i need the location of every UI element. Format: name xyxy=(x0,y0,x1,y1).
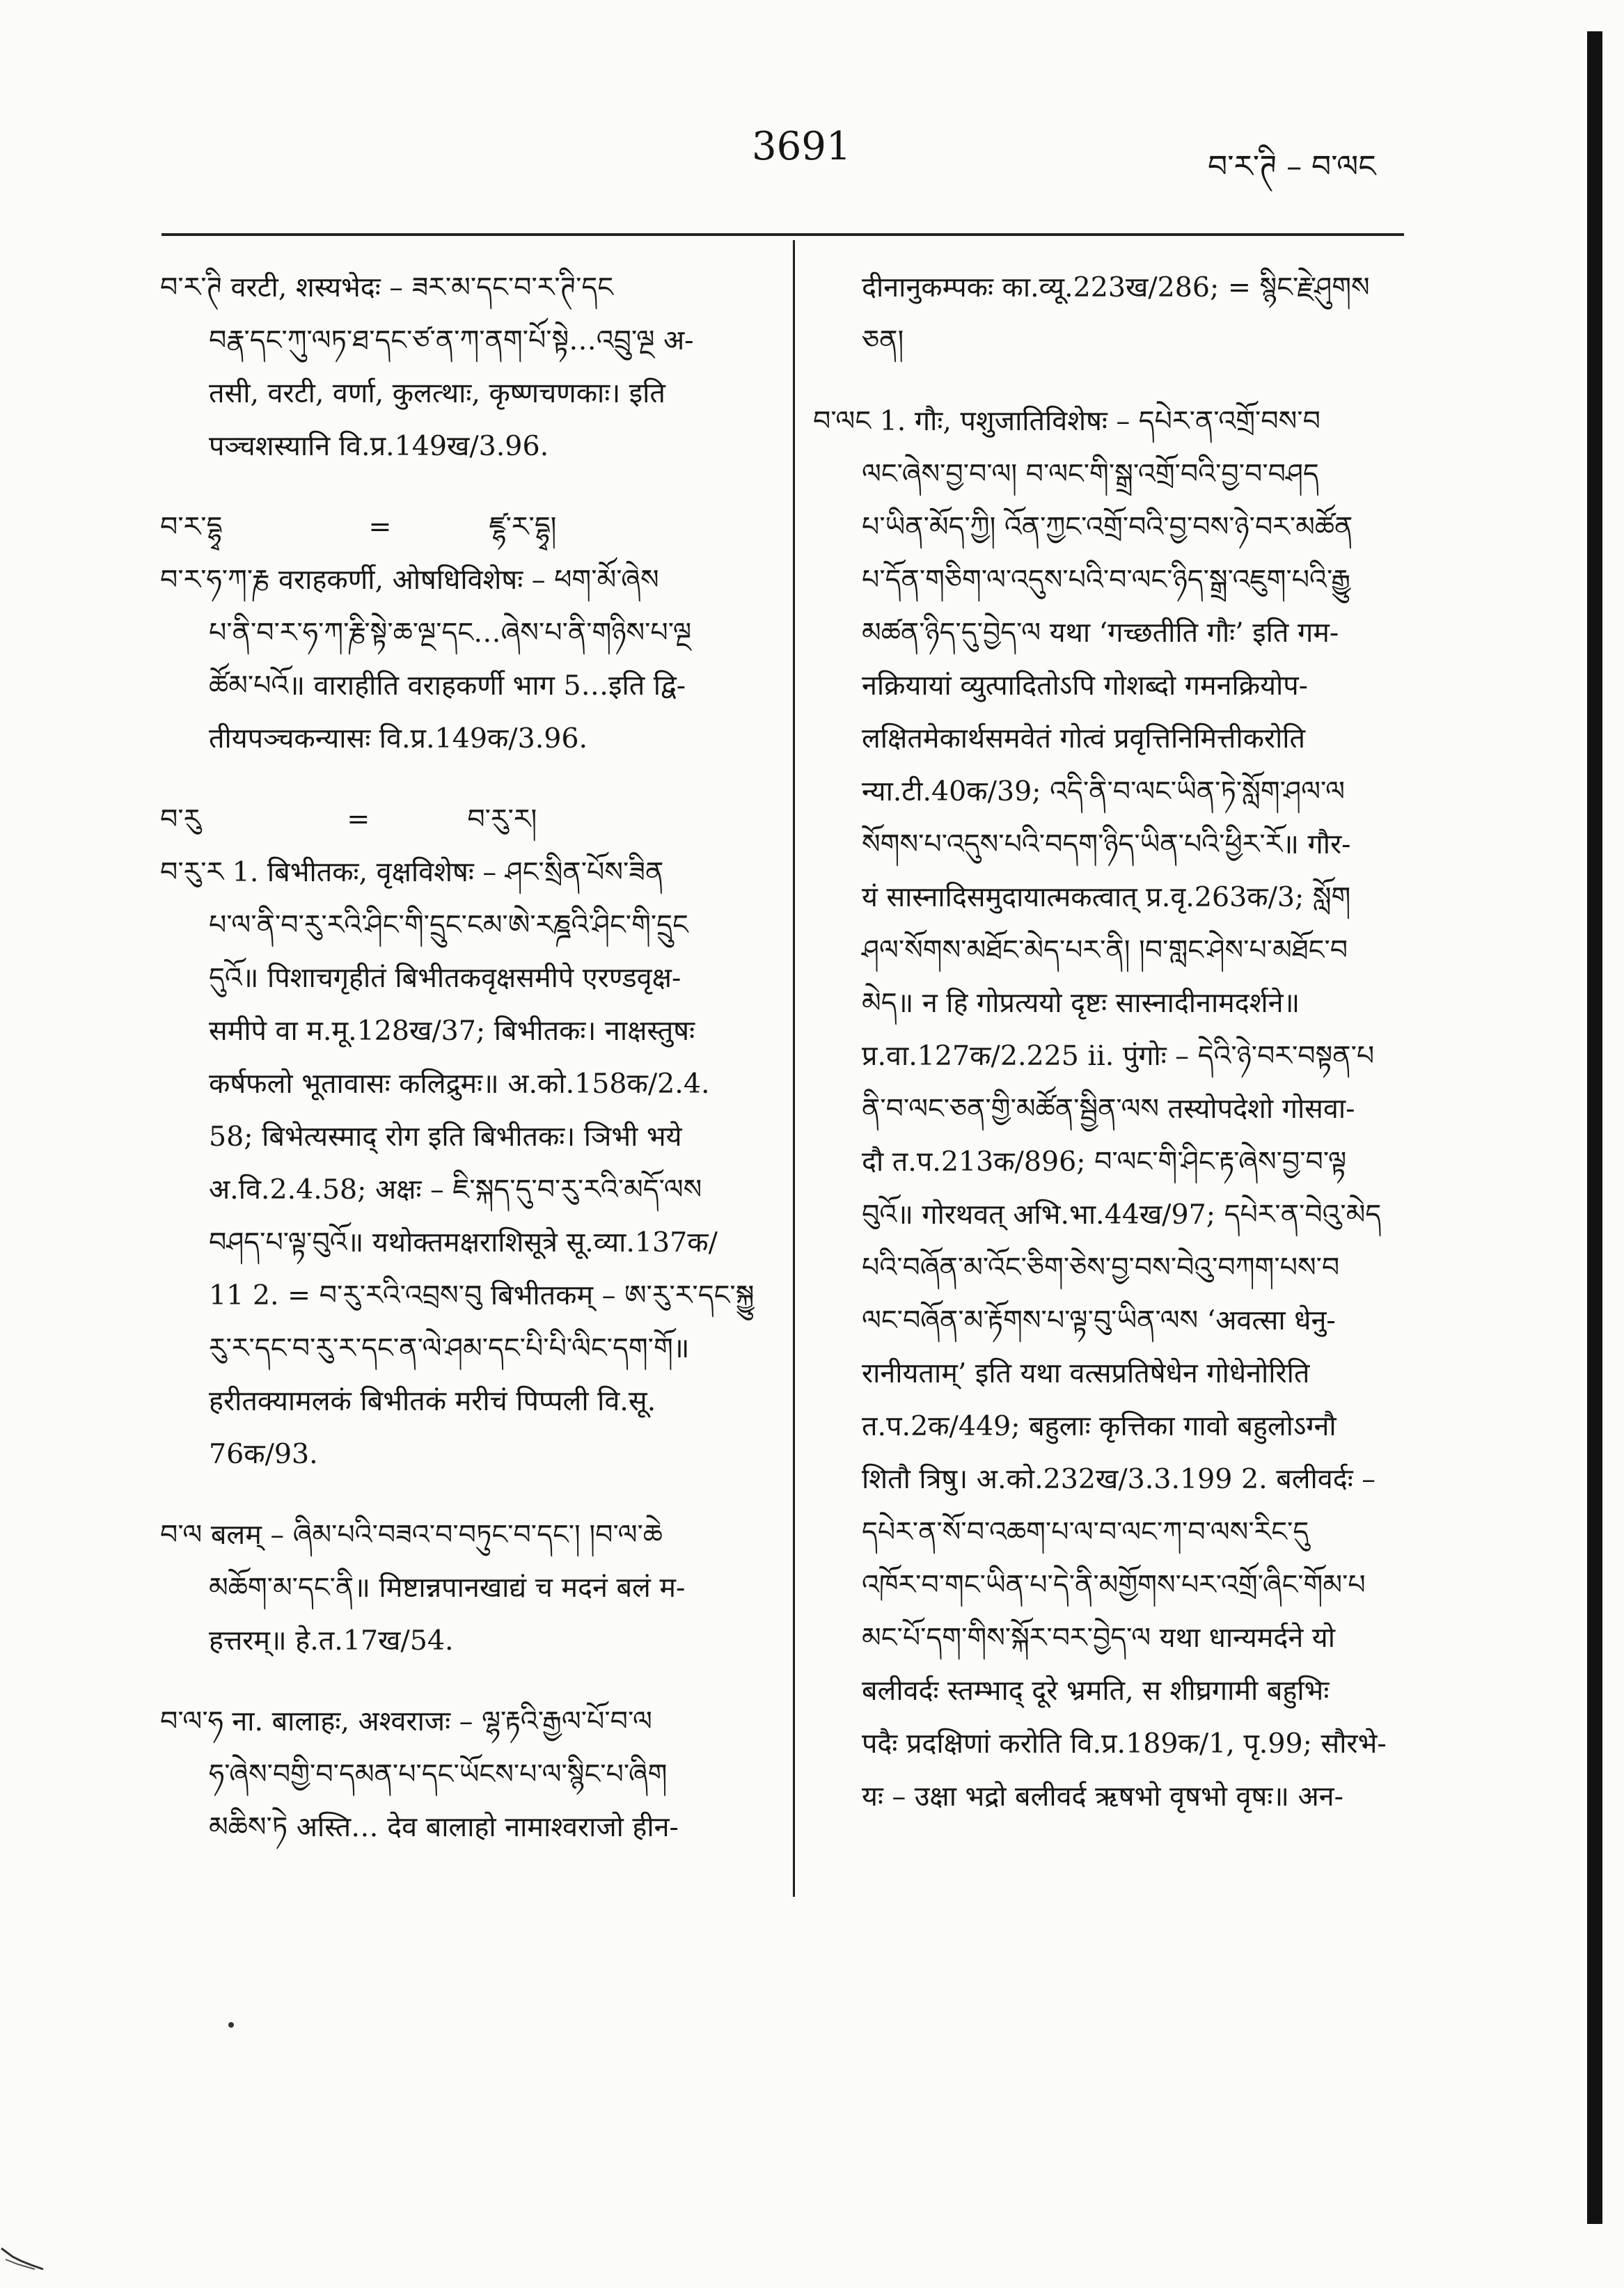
entry-line: ལང་བཞོན་མ་རྟོགས་པ་ལྟ་བུ་ཡིན་ལས ‘अवत्सा धेनु- xyxy=(862,1304,1336,1336)
entry-line: 11 2. = བ་རུ་རའི་འབྲས་བུ बिभीतकम् – ཨ་རུ་ར་དང་སྐྱུ xyxy=(209,1279,755,1311)
entry-line: तसी, वरटी, वर्णा, कुलत्थाः, कृष्णचणकाः। इति xyxy=(209,377,665,409)
entry-line: ལང་ཞེས་བྱ་བ་ལ། བ་ལང་གི་སྒྲ་འགྲོ་བའི་བྱ་བ་བཤད xyxy=(862,458,1319,490)
entry-line: पञ्चशस्यानि वि.प्र.149ख/3.96. xyxy=(209,430,549,462)
entry-line: བ་ར་ཧ་ཀ་རྞ वराहकर्णी, ओषधिविशेषः – ཕག་མོ་ཞེས xyxy=(160,564,659,596)
entry-line: समीपे वा म.मू.128ख/37; बिभीतकः। नाक्षस्तुषः xyxy=(209,1015,695,1047)
page-edge-bar xyxy=(1587,31,1602,2224)
page-number: 3691 xyxy=(752,124,851,169)
entry-line: བ་ལ बलम् – ཞིམ་པའི་བཟའ་བ་བཏུང་བ་དང་། །བ་ལ་ཆེ xyxy=(160,1519,663,1551)
dictionary-entry xyxy=(160,1695,766,1854)
entry-line: མང་པོ་དག་གིས་སྐོར་བར་བྱེད་ལ यथा धान्यमर्दने यो xyxy=(862,1622,1335,1654)
entry-line: प्र.वा.127क/2.225 ii. पुंगोः – དེའི་ཉེ་བར་བསྟན་པ xyxy=(862,1040,1375,1072)
entry-line: བཤད་པ་ལྟ་བུའོ॥ यथोक्तमक्षराशिसूत्रे सू.व्या.137क/ xyxy=(209,1226,718,1259)
entry-line: དཔེར་ན་སོ་བ་འཆག་པ་ལ་བ་ལང་ཀ་བ་ལས་རིང་དུ xyxy=(862,1516,1309,1548)
entry-line: त.प.2क/449; बहुलाः कृत्तिका गावो बहुलोऽग्नौ xyxy=(862,1410,1337,1442)
dictionary-entry xyxy=(160,261,766,473)
entry-line: པ་དོན་གཅིག་ལ་འདུས་པའི་བ་ལང་ཉིད་སྒྲ་འཇུག་པའི་རྒྱུ xyxy=(862,564,1351,596)
entry-line: लक्षितमेकार्थसमवेतं गोत्वं प्रवृत्तिनिमित्तीकरोति xyxy=(862,723,1306,755)
entry-line: 76क/93. xyxy=(209,1438,318,1470)
entry-line: མཆིས་ཏེ अस्ति… देव बालाहो नामाश्वराजो हीन- xyxy=(209,1811,679,1843)
entry-line: पदैः प्रदक्षिणां करोति वि.प्र.189क/1, पृ.99; सौरभे- xyxy=(862,1728,1387,1760)
entry-line: ཚོམ་པའོ॥ वाराहीति वराहकर्णी भाग 5…इति द्वि- xyxy=(209,670,686,702)
entry-line: दीनानुकम्पकः का.व्यू.223ख/286; = སྙིང་རྗེ་ཤུགས xyxy=(862,271,1370,303)
stray-dot xyxy=(228,2022,234,2028)
equals-sign: = xyxy=(368,511,392,543)
reference-target: ཛྷ་ར་དྷྭ། xyxy=(489,511,557,543)
dictionary-entry xyxy=(160,846,766,1481)
entry-line: नक्रियायां व्युत्पादितोऽपि गोशब्दो गमनक्रियोप- xyxy=(862,670,1309,702)
entry-line: हरीतक्यामलकं बिभीतकं मरीचं पिप्पली वि.सू. xyxy=(209,1385,656,1417)
entry-line: ཤལ་སོགས་མཐོང་མེད་པར་ནི། །བ་གླང་ཤེས་པ་མཐོང་བ xyxy=(862,934,1348,966)
entry-line: དུའོ॥ पिशाचगृहीतं बिभीतकवृक्षसमीपे एरण्डवृक्ष- xyxy=(209,962,681,994)
equals-sign: = xyxy=(347,803,370,835)
entry-line: མཚན་ཉིད་དུ་བྱེད་ལ यथा ‘गच्छतीति गौः’ इति गम- xyxy=(862,617,1339,649)
header-rule xyxy=(161,233,1404,236)
entry-line: शितौ त्रिषु। अ.को.232ख/3.3.199 2. बलीवर्दः – xyxy=(862,1463,1376,1495)
continued-entry xyxy=(813,261,1406,367)
entry-line: न्या.टी.40क/39; འདི་ནི་བ་ལང་ཡིན་ཏེ་སློག་ཤལ་ལ xyxy=(862,775,1346,807)
dictionary-entry xyxy=(160,1508,766,1667)
entry-line: བ་ལ་ཧ ना. बालाहः, अश्वराजः – ལྷ་རྟའི་རྒྱལ་པོ་བ་ལ xyxy=(160,1705,652,1737)
entry-line: अ.वि.2.4.58; अक्षः – ཇི་སྐད་དུ་བ་རུ་རའི་མདོ་ལས xyxy=(209,1174,702,1206)
entry-line: པ་ཡིན་མོད་ཀྱི། འོན་ཀྱང་འགྲོ་བའི་བྱ་བས་ཉེ་བར་མཚོན xyxy=(862,511,1353,543)
entry-line: འཁོར་བ་གང་ཡིན་པ་དེ་ནི་མགྱོགས་པར་འགྲོ་ཞིང་གོམ་པ xyxy=(862,1569,1366,1601)
entry-line: 58; बिभेत्यस्माद् रोग इति बिभीतकः। ञिभी भये xyxy=(209,1121,682,1153)
entry-line: यः – उक्षा भद्रो बलीवर्द ऋषभो वृषभो वृषः॥ अन- xyxy=(862,1781,1343,1813)
entry-line: མེད॥ न हि गोप्रत्ययो दृष्टः सास्नादीनामदर्शने॥ xyxy=(862,987,1300,1019)
entry-line: པ་ནི་བ་ར་ཧ་ཀ་རྞི་སྟེ་ཆ་ལྔ་དང…ཞེས་པ་ནི་གཉིས་པ་ལྔ xyxy=(209,617,692,649)
entry-line: रानीयताम्’ इति यथा वत्सप्रतिषेधेन गोधेनोरिति xyxy=(862,1357,1310,1389)
dictionary-entry xyxy=(160,553,766,765)
entry-line: མཆོག་མ་དང་ནི॥ मिष्टान्नपानखाद्यं च मदनं बलं म- xyxy=(209,1572,686,1604)
running-head: བ་ར་ཊི – བ་ལང xyxy=(1208,149,1376,184)
headword: བ་རུ xyxy=(160,803,201,835)
column-divider xyxy=(793,240,795,1897)
cross-reference-entry xyxy=(160,500,766,553)
dictionary-entry xyxy=(813,395,1406,1823)
entry-line: པ་ལ་ནི་བ་རུ་རའི་ཤིང་གི་དྲུང་ངམ་ཨེ་རཎྜའི་ཤིང་གི་དྲུང xyxy=(209,909,688,941)
right-column xyxy=(813,261,1406,1851)
entry-line: तीयपञ्चकन्यासः वि.प्र.149क/3.96. xyxy=(209,723,588,755)
entry-line: ཧ་ཞེས་བགྱི་བ་དམན་པ་དང་ཡོངས་པ་ལ་སྙིང་པ་ཞིག xyxy=(209,1758,668,1790)
entry-line: སོགས་པ་འདུས་པའི་བདག་ཉིད་ཡིན་པའི་ཕྱིར་རོ॥ गौर- xyxy=(862,828,1351,860)
entry-line: कर्षफलो भूतावासः कलिद्रुमः॥ अ.को.158क/2.4. xyxy=(209,1068,710,1100)
entry-line: བ་ར་ཊི वरटी, शस्यभेदः – ཟར་མ་དང་བ་ར་ཊི་དང xyxy=(160,271,614,303)
corner-scribble xyxy=(0,2241,49,2273)
entry-line: བ་ལང 1. गौः, पशुजातिविशेषः – དཔེར་ན་འགྲོ་བས་བ xyxy=(813,405,1321,437)
entry-line: दौ त.प.213क/896; བ་ལང་གི་ཤིང་རྟ་ཞེས་བྱ་བ་ལྟ xyxy=(862,1146,1347,1178)
entry-line: हत्तरम्॥ हे.त.17ख/54. xyxy=(209,1625,454,1657)
entry-line: ནི་བ་ལང་ཅན་གྱི་མཚོན་སྦྱིན་ལས तस्योपदेशो गोसवा- xyxy=(862,1093,1355,1125)
entry-line: ཅན། xyxy=(862,324,904,356)
cross-reference-entry xyxy=(160,793,766,846)
left-column xyxy=(160,261,766,1881)
entry-line: यं सास्नादिसमुदायात्मकत्वात् प्र.वृ.263क/3; སློག xyxy=(862,881,1351,913)
reference-target: བ་རུ་ར། xyxy=(467,803,537,835)
entry-line: बलीवर्दः स्तम्भाद् दूरे भ्रमति, स शीघ्रगामी बहुभिः xyxy=(862,1675,1330,1707)
entry-line: བརྣ་དང་ཀུ་ལཏ་ཐ་དང་ཙ་ན་ཀ་ནག་པོ་སྟེ…འབྲུ་ལྔ अ- xyxy=(209,324,694,356)
entry-line: བ་རུ་ར 1. बिभीतकः, वृक्षविशेषः – ཤང་སྲིན་པོས་ཟིན xyxy=(160,856,664,888)
entry-line: པའི་བཞོན་མ་འོང་ཅིག་ཅེས་བྱ་བས་བེའུ་བཀག་པས་བ xyxy=(862,1252,1340,1284)
entry-line: བུའོ॥ गोरथवत् अभि.भा.44ख/97; དཔེར་ན་བེའུ་མེད xyxy=(862,1199,1382,1231)
entry-line: རུ་ར་དང་བ་རུ་ར་དང་ན་ལེ་ཤམ་དང་པི་པི་ལིང་དག་གོ॥ xyxy=(209,1332,690,1364)
headword: བ་ར་དྷྭ xyxy=(160,511,223,543)
